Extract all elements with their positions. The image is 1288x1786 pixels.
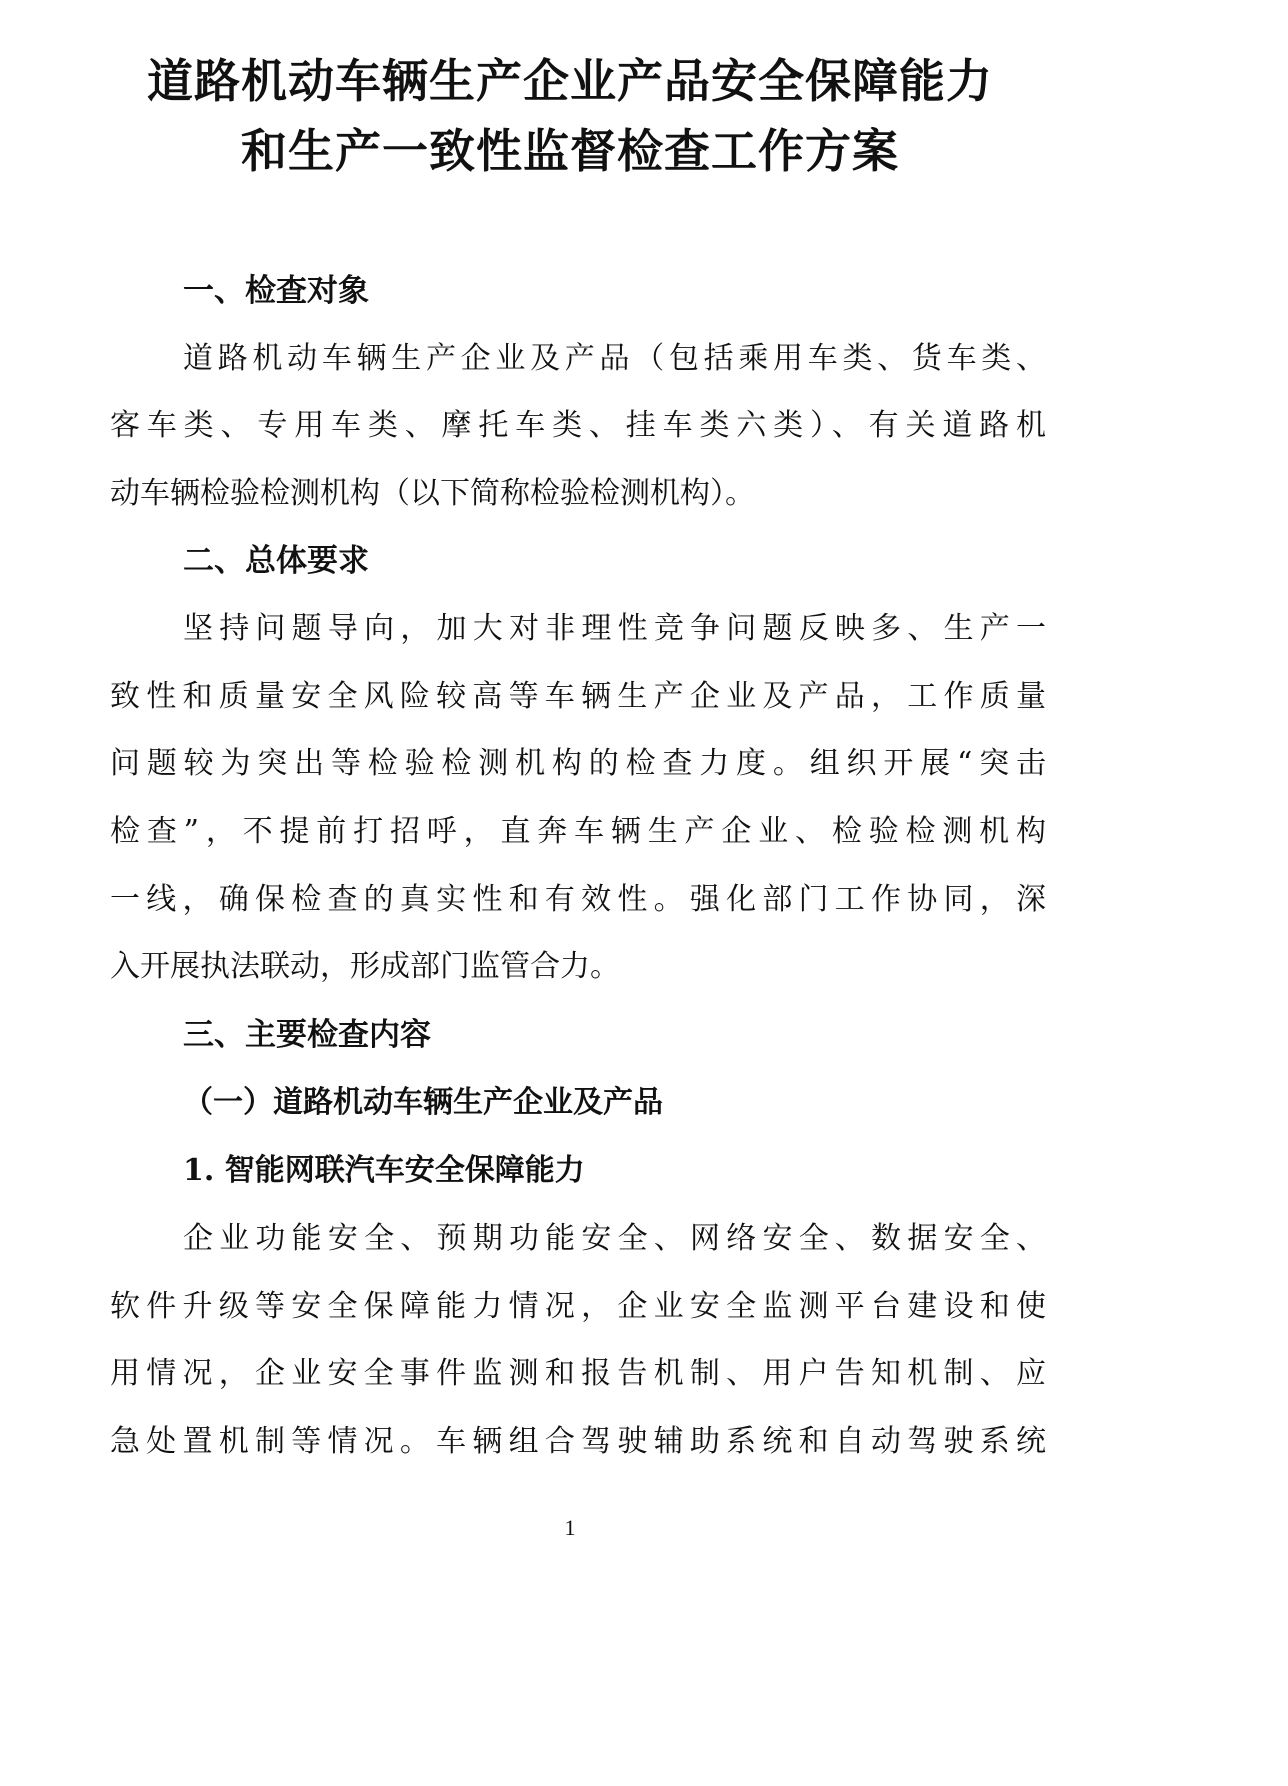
paragraph-line: 问题较为突出等检验检测机构的检查力度。组织开展“突击	[110, 746, 1046, 781]
paragraph-line: 软件升级等安全保障能力情况，企业安全监测平台建设和使	[110, 1289, 1046, 1324]
section-heading-main-inspection-content: 三、主要检查内容	[183, 1017, 431, 1053]
document-title-line-1: 道路机动车辆生产企业产品安全保障能力	[147, 54, 993, 108]
paragraph-line: 坚持问题导向，加大对非理性竞争问题反映多、生产一	[183, 611, 1046, 646]
subsection-heading-vehicle-manufacturers: （一）道路机动车辆生产企业及产品	[183, 1085, 663, 1120]
paragraph-line: 企业功能安全、预期功能安全、网络安全、数据安全、	[183, 1221, 1046, 1256]
page-number: 1	[564, 1515, 576, 1540]
paragraph-line: 客车类、专用车类、摩托车类、挂车类六类）、有关道路机	[110, 408, 1046, 443]
paragraph-line: 道路机动车辆生产企业及产品（包括乘用车类、货车类、	[183, 341, 1046, 376]
paragraph-line: 检查”，不提前打招呼，直奔车辆生产企业、检验检测机构	[110, 814, 1046, 849]
paragraph-line: 致性和质量安全风险较高等车辆生产企业及产品，工作质量	[110, 679, 1046, 714]
item-heading-connected-vehicle-safety: 1. 智能网联汽车安全保障能力	[183, 1153, 585, 1188]
document-title-line-2: 和生产一致性监督检查工作方案	[241, 124, 899, 178]
paragraph-line: 一线，确保检查的真实性和有效性。强化部门工作协同，深	[110, 882, 1046, 917]
section-heading-general-requirements: 二、总体要求	[183, 543, 369, 579]
paragraph-line: 急处置机制等情况。车辆组合驾驶辅助系统和自动驾驶系统	[110, 1424, 1046, 1459]
section-heading-inspection-targets: 一、检查对象	[183, 273, 369, 309]
paragraph-line: 用情况，企业安全事件监测和报告机制、用户告知机制、应	[110, 1356, 1046, 1391]
paragraph-line: 动车辆检验检测机构（以下简称检验检测机构）。	[110, 476, 755, 511]
paragraph-line: 入开展执法联动，形成部门监管合力。	[110, 949, 620, 984]
